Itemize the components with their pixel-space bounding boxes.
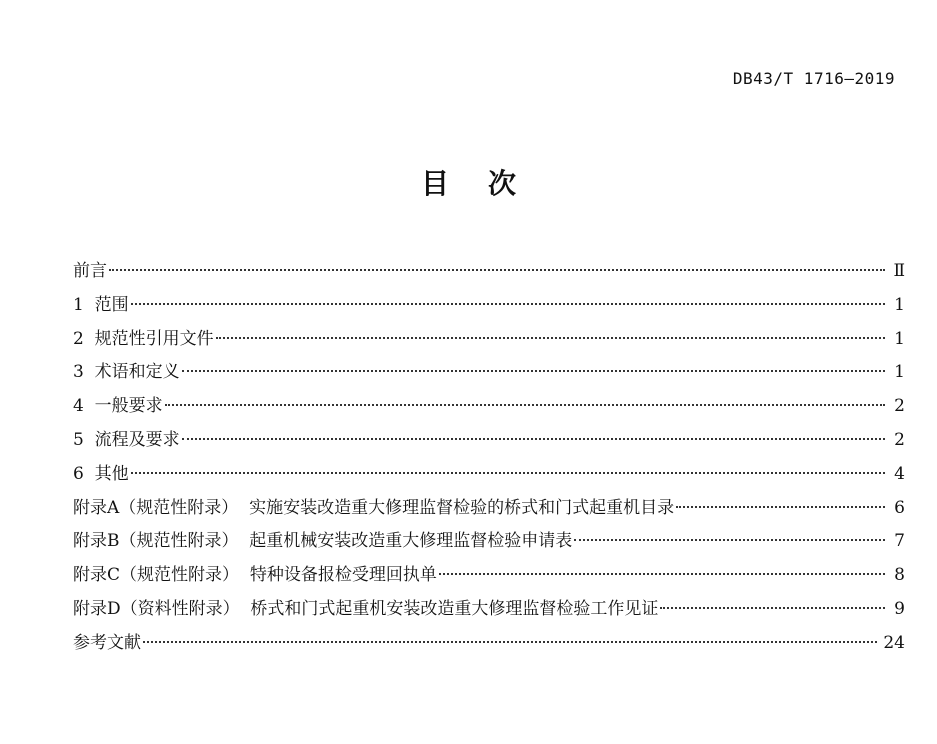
toc-entry-terms-definitions[interactable] [73,357,905,391]
toc-entry-page: 2 [894,429,905,450]
dot-leader [182,432,885,440]
toc-entry-others[interactable] [73,459,905,493]
toc-entry-page: 8 [894,565,905,586]
dot-leader [216,331,885,339]
toc-entry-label: 2 规范性引用文件 [73,328,214,349]
page-title: 目 次 [421,167,516,200]
toc-entry-page: 6 [894,497,905,518]
toc-entry-normative-references[interactable] [73,324,905,358]
toc-entry-page: 1 [894,294,905,315]
toc-entry-scope[interactable] [73,290,905,324]
toc-entry-process-requirements[interactable] [73,425,905,459]
toc-entry-label: 附录D（资料性附录） 桥式和门式起重机安装改造重大修理监督检验工作见证 [73,598,659,619]
toc-entry-label: 参考文献 [73,632,141,653]
dot-leader [109,263,885,271]
toc-entry-label: 5 流程及要求 [73,429,180,450]
toc-entry-page: 24 [883,632,905,653]
toc-entry-appendix-b[interactable] [73,526,905,560]
dot-leader [165,398,885,406]
toc-entry-page: Ⅱ [893,261,905,281]
toc-entry-label: 附录B（规范性附录） 起重机械安装改造重大修理监督检验申请表 [73,531,573,552]
dot-leader [131,466,885,474]
table-of-contents [73,256,905,662]
toc-entry-page: 1 [894,328,905,349]
toc-entry-label: 附录C（规范性附录） 特种设备报检受理回执单 [73,565,437,586]
dot-leader [131,297,885,305]
toc-entry-label: 3 术语和定义 [73,362,180,383]
dot-leader [182,364,885,372]
toc-entry-page: 4 [894,463,905,484]
toc-entry-appendix-c[interactable] [73,560,905,594]
toc-entry-page: 9 [894,598,905,619]
toc-entry-foreword[interactable] [73,256,905,290]
toc-entry-appendix-a[interactable] [73,493,905,527]
dot-leader [439,567,885,575]
dot-leader [574,533,885,541]
toc-entry-label: 前言 [73,261,107,281]
toc-entry-general-requirements[interactable] [73,391,905,425]
toc-entry-page: 2 [894,396,905,417]
document-code: DB43/T 1716—2019 [732,69,895,88]
toc-entry-page: 1 [894,362,905,383]
dot-leader [676,500,885,508]
toc-entry-label: 附录A（规范性附录） 实施安装改造重大修理监督检验的桥式和门式起重机目录 [73,497,675,518]
toc-entry-label: 4 一般要求 [73,396,163,417]
toc-entry-appendix-d[interactable] [73,594,905,628]
dot-leader [143,635,877,643]
toc-entry-page: 7 [894,531,905,552]
toc-entry-bibliography[interactable] [73,628,905,662]
toc-entry-label: 6 其他 [73,463,129,484]
toc-entry-label: 1 范围 [73,294,129,315]
dot-leader [660,601,885,609]
